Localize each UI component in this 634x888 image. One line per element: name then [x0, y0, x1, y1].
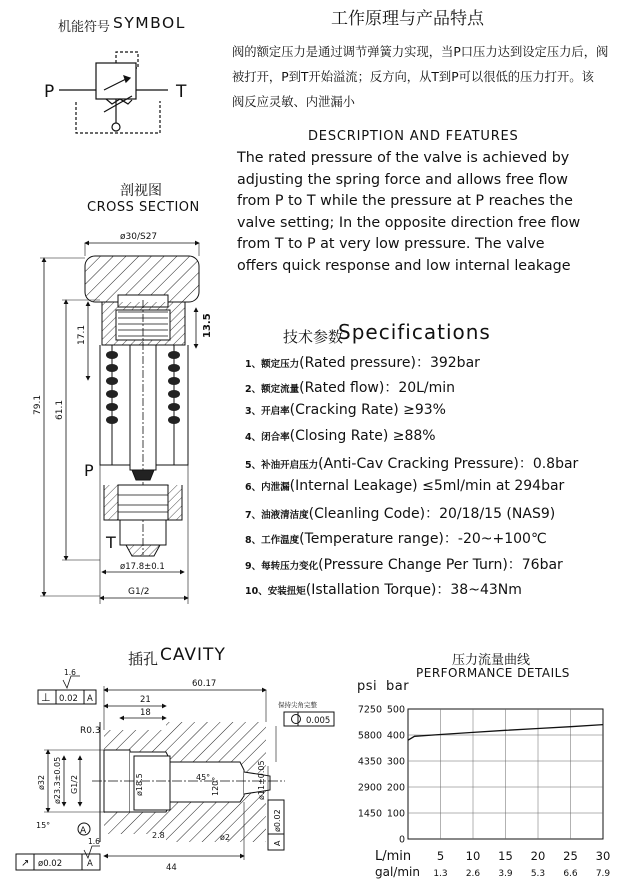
performance-title-cn: 压力流量曲线	[452, 653, 531, 668]
cavity-title-cn: 插孔	[128, 650, 159, 668]
chart-tick-lmin: 30	[595, 849, 611, 863]
chart-tick-lmin: 10	[465, 849, 481, 863]
cav-dim-2: ø2	[220, 833, 230, 842]
chart-tick-gal: 5.3	[530, 869, 546, 879]
cs-dim-side: 13.5	[202, 313, 213, 338]
relief-valve-symbol	[59, 52, 168, 133]
cs-dim-top: ø30/S27	[120, 232, 158, 242]
cav-pos-symbol: ↗	[21, 858, 30, 869]
chart-tick-gal: 2.6	[465, 869, 481, 879]
cav-phi233: ø23.3±0.05	[53, 756, 62, 804]
spec-item-cn: 8、工作温度	[245, 535, 300, 547]
spec-item	[245, 554, 563, 574]
principle-title-en: DESCRIPTION AND FEATURES	[308, 129, 519, 144]
cav-datum: A	[87, 694, 93, 704]
spec-item-en: (Rated flow)：20L/min	[299, 380, 456, 397]
symbol-port-p: P	[44, 82, 55, 102]
cross-section-drawing	[40, 243, 199, 604]
symbol-title-cn: 机能符号	[58, 20, 111, 35]
symbol-port-t: T	[176, 82, 187, 102]
unit-psi: psi	[357, 679, 378, 694]
cav-dim-18: 18	[140, 708, 151, 718]
principle-title-cn: 工作原理与产品特点	[331, 9, 484, 29]
principle-desc-en-line: from P to T while the pressure at P reaches the	[237, 193, 573, 209]
cav-note-cn: 保持尖角完整	[278, 701, 317, 709]
principle-desc-en	[237, 148, 632, 277]
principle-desc-cn-line: 阀反应灵敏、内泄漏小	[232, 95, 355, 109]
cav-dim-21: 21	[140, 695, 151, 705]
spec-item-cn: 7、油液清洁度	[245, 510, 309, 522]
spec-item-en: (Closing Rate) ≥88%	[289, 427, 436, 444]
spec-item	[245, 402, 446, 418]
cs-dim-upper: 17.1	[77, 324, 87, 345]
cs-dim-thread: G1/2	[128, 587, 150, 597]
spec-item-cn: 2、额定流量	[245, 384, 300, 396]
chart-tick-bar: 400	[386, 730, 405, 742]
performance-chart	[358, 705, 611, 880]
spec-item	[245, 528, 547, 548]
cav-label-a: A	[80, 826, 87, 836]
cs-port-t: T	[106, 533, 116, 552]
chart-tick-bar: 200	[386, 782, 405, 794]
spec-item-en: (Istallation Torque)：38~43Nm	[305, 581, 522, 598]
cs-dim-total: 79.1	[33, 394, 43, 415]
spec-item-cn: 10、安装扭矩	[245, 585, 306, 597]
spec-item	[245, 453, 578, 473]
chart-tick-lmin: 15	[498, 849, 513, 863]
cross-section-title-en: CROSS SECTION	[87, 200, 200, 215]
cav-circ-val: 0.005	[306, 716, 331, 726]
chart-tick-gal: 1.3	[433, 869, 448, 879]
chart-tick-psi: 5800	[357, 730, 382, 742]
performance-title-en: PERFORMANCE DETAILS	[416, 666, 570, 680]
cav-ang120: 120°	[211, 776, 220, 796]
cav-rough2: 1.6	[88, 837, 100, 846]
spec-item-en: (Anti-Cav Cracking Pressure)：0.8bar	[318, 455, 579, 472]
chart-tick-psi: 2900	[357, 782, 382, 794]
spec-item-cn: 9、每转压力变化	[245, 560, 319, 572]
chart-tick-gal: 6.6	[563, 869, 578, 879]
chart-tick-bar: 0	[398, 834, 405, 846]
chart-tick-lmin: 5	[436, 849, 445, 863]
chart-tick-gal: 7.9	[595, 869, 611, 879]
spec-item	[245, 579, 522, 599]
symbol-title-en: SYMBOL	[113, 14, 186, 32]
chart-tick-bar: 500	[386, 704, 405, 716]
chart-tick-psi: 4350	[357, 756, 382, 768]
cs-dim-mid: 61.1	[55, 399, 65, 420]
cav-ang45: 45°	[196, 773, 211, 782]
chart-tick-psi: 7250	[357, 704, 382, 716]
cav-ang15: 15°	[36, 821, 51, 830]
cs-dim-dia: ø17.8±0.1	[120, 562, 165, 572]
cav-g12: G1/2	[70, 774, 79, 794]
unit-bar: bar	[386, 679, 410, 694]
chart-tick-bar: 100	[386, 808, 405, 820]
principle-desc-en-line: The rated pressure of the valve is achieved by	[237, 150, 570, 166]
cav-dim-44: 44	[166, 863, 177, 873]
cav-dim-28: 2.8	[152, 831, 165, 840]
principle-desc-en-line: offers quick response and low internal leakage	[237, 257, 571, 274]
spec-item-cn: 6、内泄漏	[245, 482, 290, 493]
spec-item-en: (Temperature range)：-20~+100℃	[299, 531, 547, 548]
cav-phi32: ø32	[37, 774, 46, 790]
cavity-title-en: CAVITY	[160, 645, 226, 665]
chart-tick-bar: 300	[386, 756, 405, 768]
chart-tick-lmin: 25	[563, 849, 578, 863]
spec-item	[245, 428, 436, 444]
principle-desc-en-line: from T to P at very low pressure. The valve	[237, 236, 545, 252]
spec-item	[245, 503, 555, 523]
spec-item-en: (Internal Leakage) ≤5ml/min at 294bar	[289, 478, 565, 494]
spec-item-cn: 1、额定压力	[245, 359, 300, 370]
spec-item-cn: 3、开启率	[245, 406, 290, 418]
cs-port-p: P	[84, 461, 94, 480]
cav-perp-symbol: ⊥	[41, 691, 51, 704]
cav-rough1: 1.6	[64, 668, 76, 677]
chart-tick-psi: 1450	[357, 808, 382, 820]
cav-phi185: ø18.5	[135, 773, 144, 796]
cav-pos-datum: A	[87, 859, 93, 869]
spec-item-cn: 4、闭合率	[245, 431, 290, 443]
principle-desc-en-line: adjusting the spring force and allows free flow	[237, 171, 568, 188]
cav-perp-val: 0.02	[59, 694, 78, 704]
chart-tick-lmin: 20	[530, 849, 546, 863]
cav-pos-val: ø0.02	[38, 859, 63, 869]
chart-xlabel-gal: gal/min	[375, 865, 420, 879]
spec-item-en: (Cleanling Code)：20/18/15 (NAS9)	[308, 506, 556, 523]
specs-title-cn: 技术参数	[283, 328, 344, 346]
cav-r03: R0.3	[80, 726, 101, 736]
principle-desc-en-line: valve setting; In the opposite direction free flow	[237, 214, 581, 231]
spec-item-en: (Pressure Change Per Turn)：76bar	[318, 556, 563, 573]
principle-desc-cn-line: 被打开，P到T开始溢流；反方向，从T到P可以很低的压力打开。该	[232, 70, 594, 84]
spec-item	[245, 352, 480, 372]
specs-title-en: Specifications	[338, 320, 491, 344]
spec-item-en: (Rated pressure)：392bar	[299, 355, 480, 371]
chart-xlabel-lmin: L/min	[375, 849, 412, 864]
spec-item	[245, 377, 455, 397]
cross-section-title-cn: 剖视图	[120, 183, 162, 199]
cav-conc-val: ø0.02	[273, 809, 282, 832]
spec-item-en: (Cracking Rate) ≥93%	[289, 402, 446, 419]
cav-conc-datum: A	[273, 840, 282, 846]
cav-dim-total: 60.17	[192, 679, 217, 689]
principle-desc-cn-line: 阀的额定压力是通过调节弹簧力实现，当P口压力达到设定压力后，阀	[232, 45, 609, 59]
cav-phi11: ø11±0.05	[257, 760, 266, 800]
spec-item-cn: 5、补油开启压力	[245, 459, 319, 471]
chart-tick-gal: 3.9	[498, 869, 513, 879]
spec-item	[245, 478, 564, 494]
principle-desc-cn	[232, 40, 632, 115]
